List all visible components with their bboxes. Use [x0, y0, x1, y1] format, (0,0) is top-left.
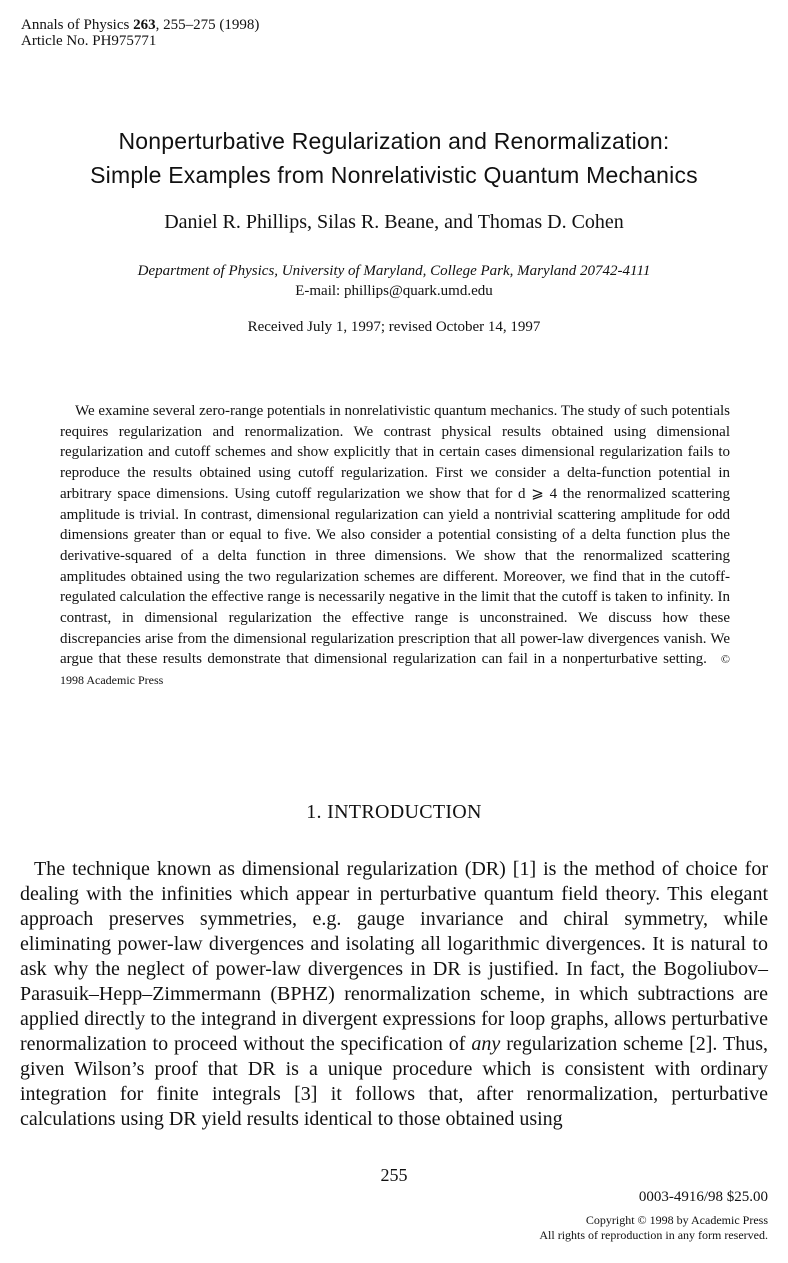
affiliation-address: Department of Physics, University of Maryland, College Park, Maryland 20742-4111 [137, 263, 651, 279]
page-number: 255 [380, 1165, 408, 1185]
issn-price: 0003-4916/98 $25.00 [638, 1189, 768, 1205]
abstract [60, 401, 730, 691]
article-number: Article No. PH975771 [21, 33, 157, 49]
journal-volume: 263 [133, 17, 156, 33]
intro-paragraph [20, 857, 768, 1132]
received-dates: Received July 1, 1997; revised October 14, 1997 [247, 319, 541, 335]
rights-line: All rights of reproduction in any form reserved. [539, 1228, 768, 1242]
paper-title [0, 124, 788, 192]
author-list: Daniel R. Phillips, Silas R. Beane, and Thomas D. Cohen [164, 211, 624, 233]
title-line-1: Nonperturbative Regularization and Renormalization: [118, 128, 670, 154]
abstract-copyright: © 1998 Academic Press [60, 652, 730, 688]
introduction-text [20, 857, 768, 1132]
journal-line [21, 17, 259, 33]
journal-name: Annals of Physics [21, 17, 134, 33]
affiliation-email: E-mail: phillips@quark.umd.edu [295, 283, 493, 299]
journal-pages: , 255–275 (1998) [155, 17, 260, 33]
intro-part-1: The technique known as dimensional regularization (DR) [1] is the method of choice for dealing with the infinities which appear in perturbative quantum field theory. This elegant approach preserves symmetries, e.g. gauge invariance and chiral symmetry, while eliminating power-law divergences and isolating all logarithmic divergences. It is natural to ask why the neglect of power-law divergences in DR is justified. In fact, the Bogoliubov–Parasuik–Hepp–Zimmermann (BPHZ) renormalization scheme, in which subtractions are applied directly to the integrand in divergent expressions for loop graphs, allows perturbative renormalization to proceed without the specification of [20, 858, 768, 1055]
intro-emphasis: any [471, 1033, 501, 1055]
title-line-2: Simple Examples from Nonrelativistic Quantum Mechanics [90, 162, 698, 188]
copyright-line: Copyright © 1998 by Academic Press [585, 1213, 768, 1227]
journal-citation [21, 17, 259, 49]
intro-part-2: regularization scheme [2]. Thus, given Wilson’s proof that DR is a unique procedure which is consistent with ordinary integration for finite integrals [3] it follows that, after renormalization, perturbative calculations using DR yield results identical to those obtained using [20, 1033, 769, 1130]
section-heading: 1. INTRODUCTION [306, 801, 482, 823]
affiliation [0, 261, 788, 301]
abstract-text: We examine several zero-range potentials in nonrelativistic quantum mechanics. The study of such potentials requires regularization and renormalization. We contrast physical results obtained using dimensional regularization and cutoff schemes and show explicitly that in certain cases dimensional regularization fails to reproduce the results obtained using cutoff regularization. First we consider a delta-function potential in arbitrary space dimensions. Using cutoff regularization we show that for d ⩾ 4 the renormalized scattering amplitude is trivial. In contrast, dimensional regularization can yield a nontrivial scattering amplitude for odd dimensions greater than or equal to five. We also consider a potential consisting of a delta function plus the derivative-squared of a delta function in three dimensions. We show that the renormalized scattering amplitudes obtained using the two regularization schemes are different. Moreover, we find that in the cutoff-regulated calculation the effective range is necessarily negative in the limit that the cutoff is taken to infinity. In contrast, in dimensional regularization the effective range is unconstrained. We discuss how these discrepancies arise from the dimensional regularization prescription that all power-law divergences vanish. We argue that these results demonstrate that dimensional regularization can fail in a nonperturbative setting. [60, 403, 730, 668]
abstract-paragraph [60, 401, 730, 691]
copyright-notice [539, 1213, 768, 1243]
